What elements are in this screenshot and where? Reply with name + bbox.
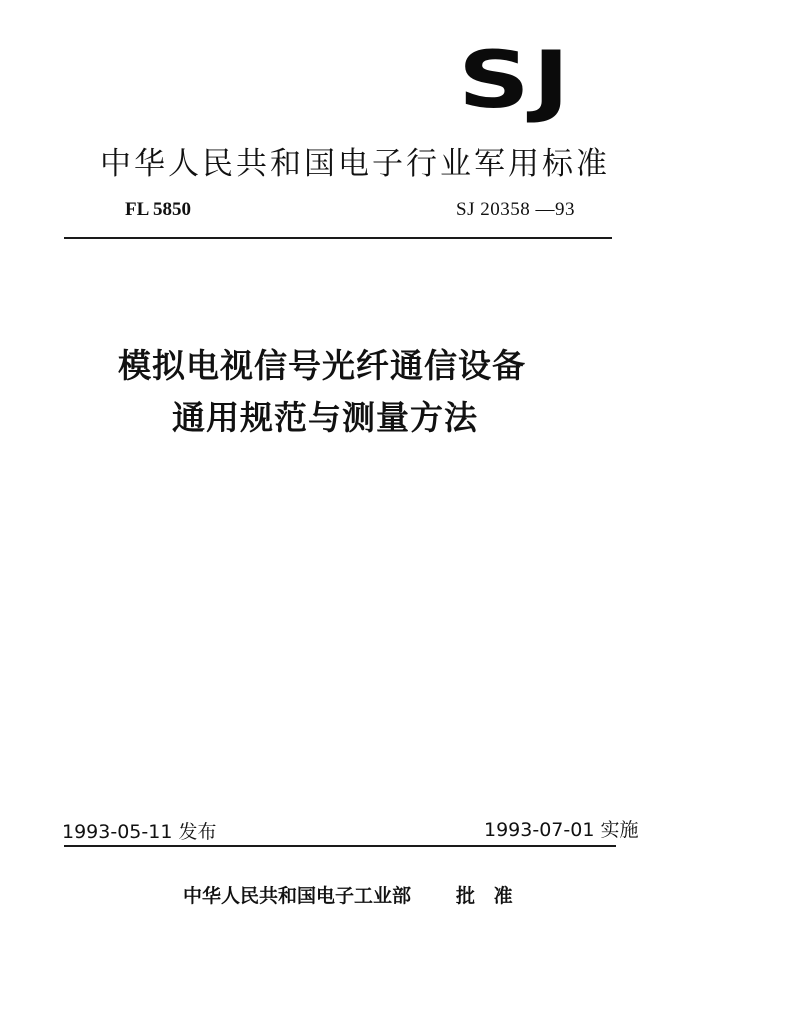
document-title-line-1: 模拟电视信号光纤通信设备 xyxy=(118,346,526,385)
standard-number: SJ 20358 —93 xyxy=(456,199,575,220)
document-title-line-2: 通用规范与测量方法 xyxy=(172,398,478,437)
effective-date: 1993-07-01 实施 xyxy=(484,819,639,841)
sj-logo: SJ xyxy=(458,36,573,126)
footer-divider xyxy=(64,845,616,847)
classification-code: FL 5850 xyxy=(125,199,191,220)
issue-date: 1993-05-11 发布 xyxy=(62,821,217,843)
approving-authority: 中华人民共和国电子工业部 xyxy=(183,885,412,907)
standard-category: 中华人民共和国电子行业军用标准 xyxy=(100,146,610,182)
approval-label: 批 准 xyxy=(456,885,519,907)
header-divider xyxy=(64,237,612,239)
